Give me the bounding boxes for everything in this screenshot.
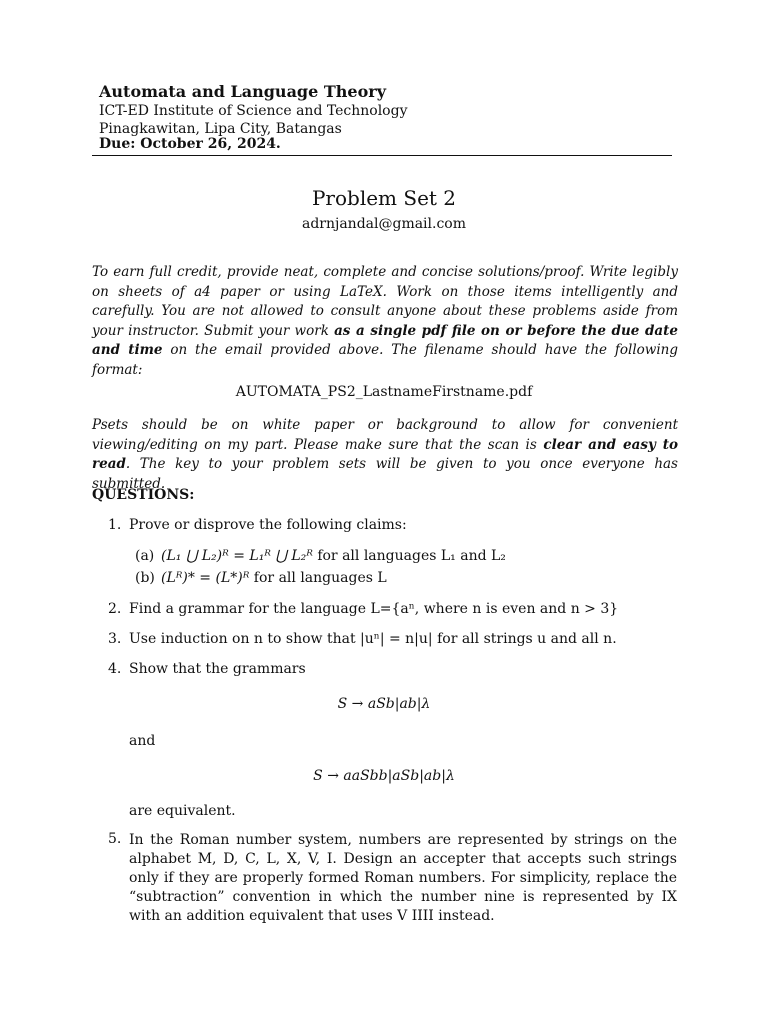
institute-location: Pinagkawitan, Lipa City, Batangas — [99, 121, 342, 137]
instructions-text-1: To earn full credit, provide neat, complete and concise solutions/proof. Write legibly on sheets of a4 paper or using LaTeX. Work on those items intelligently and carefully. You are not allowed to consult anyone about these problems aside from your instructor. Submit your work — [92, 264, 678, 339]
psets-text-2: . The key to your problem sets will be given to you once everyone has submitted. — [92, 456, 678, 492]
question-end-text: are equivalent. — [129, 803, 236, 819]
question-number: 2. — [108, 601, 122, 617]
questions-heading: QUESTIONS: — [92, 487, 195, 503]
instructions-text-2: on the email provided above. The filename should have the following format: — [92, 342, 678, 378]
conjunction-text: and — [129, 733, 156, 749]
instructor-email: adrnjandal@gmail.com — [301, 216, 467, 232]
filename-format: AUTOMATA_PS2_LastnameFirstname.pdf — [235, 384, 533, 400]
course-title: Automata and Language Theory — [99, 82, 386, 101]
grammar-1: S → aSb|ab|λ — [337, 696, 431, 712]
question-1a — [135, 548, 506, 564]
psets-paragraph — [92, 416, 678, 494]
problem-set-title: Problem Set 2 — [311, 186, 457, 210]
psets-bold: clear and easy to read — [92, 436, 678, 472]
part-expression: (Lᴿ)* = (L*)ᴿ — [161, 570, 250, 586]
due-date: Due: October 26, 2024. — [99, 136, 281, 152]
psets-text-1: Psets should be on white paper or background to allow for convenient viewing/editing on my part. Please make sure that the scan is — [92, 417, 678, 453]
part-label: (b) — [135, 570, 155, 586]
question-number: 3. — [108, 631, 122, 647]
instructions-bold-1: as a single pdf file on or before the due date and time — [92, 322, 678, 358]
part-label: (a) — [135, 548, 155, 564]
question-text: Find a grammar for the language L={aⁿ, where n is even and n > 3} — [129, 601, 619, 617]
header-rule — [92, 155, 672, 156]
question-text: Use induction on n to show that |uⁿ| = n|u| for all strings u and all n. — [129, 631, 617, 647]
institute-name: ICT-ED Institute of Science and Technology — [99, 103, 408, 119]
question-text: Show that the grammars — [129, 661, 306, 677]
question-text: In the Roman number system, numbers are represented by strings on the alphabet M, D, C, L, X, V, I. Design an accepter that accepts such strings only if they are properly formed Roman numbers. For simplicity, replace the “subtraction” convention in which the number nine is represented by IX with an addition equivalent that uses V IIII instead. — [129, 832, 677, 924]
question-number: 4. — [108, 661, 122, 677]
question-number: 1. — [108, 517, 122, 533]
part-text: for all languages L — [249, 570, 387, 586]
grammar-2: S → aaSbb|aSb|ab|λ — [313, 768, 455, 784]
question-number: 5. — [108, 831, 122, 847]
part-text: for all languages L₁ and L₂ — [312, 548, 506, 564]
question-1b — [135, 570, 387, 586]
part-expression: (L₁ ⋃ L₂)ᴿ = L₁ᴿ ⋃ L₂ᴿ — [161, 548, 313, 564]
instructions-paragraph — [92, 263, 678, 380]
question-text: Prove or disprove the following claims: — [129, 517, 407, 533]
